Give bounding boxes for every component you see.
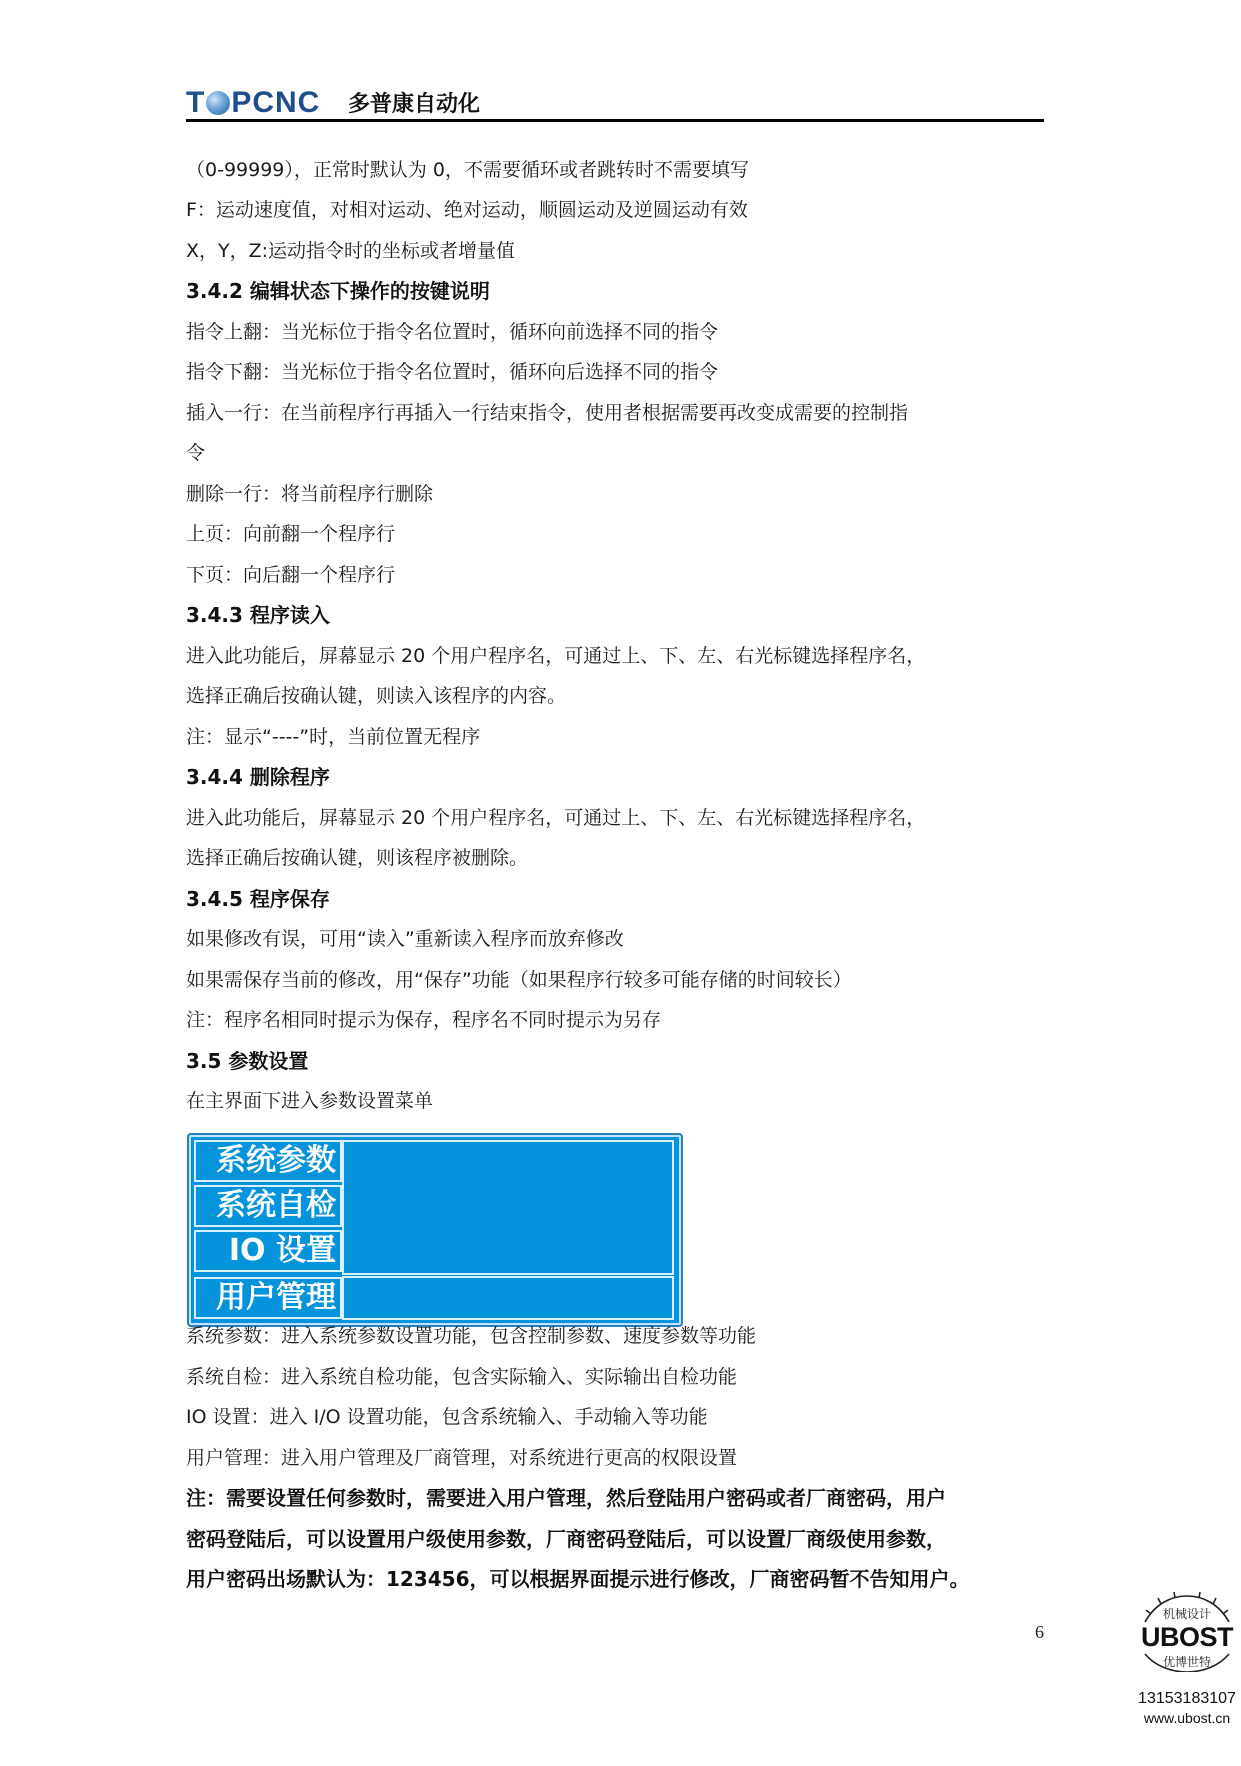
page-header (186, 86, 1048, 122)
body-line: 如果需保存当前的修改，用“保存”功能（如果程序行较多可能存储的时间较长） (186, 969, 852, 991)
watermark-url: www.ubost.cn (1143, 1710, 1231, 1726)
watermark-phone: 13153183107 (1138, 1690, 1236, 1707)
menu-item-system-self-check[interactable]: 系统自检 (194, 1185, 342, 1227)
body-line: 如果修改有误，可用“读入”重新读入程序而放弃修改 (186, 928, 624, 950)
body-line: 删除一行：将当前程序行删除 (186, 483, 434, 505)
body-line: 令 (186, 442, 206, 464)
section-heading-3-4-4: 3.4.4 删除程序 (186, 765, 330, 789)
globe-icon (206, 91, 230, 115)
body-line: 指令上翻：当光标位于指令名位置时，循环向前选择不同的指令 (186, 321, 719, 343)
param-settings-menu-panel (187, 1133, 683, 1327)
body-line: 插入一行：在当前程序行再插入一行结束指令，使用者根据需要再改变成需要的控制指 (186, 402, 909, 424)
body-line: 指令下翻：当光标位于指令名位置时，循环向后选择不同的指令 (186, 361, 719, 383)
page-number: 6 (1035, 1622, 1044, 1642)
menu-item-user-management[interactable]: 用户管理 (194, 1277, 342, 1319)
watermark-top-text: 机械设计 (1162, 1607, 1212, 1621)
header-rule (186, 119, 1044, 122)
section-heading-3-4-3: 3.4.3 程序读入 (186, 603, 330, 627)
body-line: 系统自检：进入系统自检功能，包含实际输入、实际输出自检功能 (186, 1366, 738, 1388)
note-line: 密码登陆后，可以设置用户级使用参数，厂商密码登陆后，可以设置厂商级使用参数， (186, 1527, 946, 1551)
body-line: 选择正确后按确认键，则读入该程序的内容。 (186, 685, 567, 707)
body-line: 注：程序名相同时提示为保存，程序名不同时提示为另存 (186, 1009, 662, 1031)
ubost-watermark (1133, 1592, 1241, 1732)
menu-item-system-params[interactable]: 系统参数 (194, 1140, 342, 1182)
section-heading-3-5: 3.5 参数设置 (186, 1049, 309, 1073)
body-line: 在主界面下进入参数设置菜单 (186, 1090, 434, 1112)
body-line: 进入此功能后，屏幕显示 20 个用户程序名，可通过上、下、左、右光标键选择程序名， (186, 645, 926, 667)
body-line: F：运动速度值，对相对运动、绝对运动，顺圆运动及逆圆运动有效 (186, 199, 748, 221)
menu-content-area-lower (342, 1276, 674, 1320)
body-line: 系统参数：进入系统参数设置功能，包含控制参数、速度参数等功能 (186, 1325, 757, 1347)
menu-item-io-settings[interactable]: IO 设置 (194, 1230, 342, 1272)
note-line: 注：需要设置任何参数时，需要进入用户管理，然后登陆用户密码或者厂商密码，用户 (186, 1486, 946, 1510)
watermark-bottom-text: 优博世特 (1162, 1655, 1212, 1669)
menu-content-area-upper (342, 1140, 674, 1275)
section-heading-3-4-2: 3.4.2 编辑状态下操作的按键说明 (186, 279, 490, 303)
body-line: 进入此功能后，屏幕显示 20 个用户程序名，可通过上、下、左、右光标键选择程序名， (186, 807, 926, 829)
note-line: 用户密码出场默认为：123456，可以根据界面提示进行修改，厂商密码暂不告知用户。 (186, 1567, 970, 1591)
body-line: （0-99999），正常时默认为 0，不需要循环或者跳转时不需要填写 (186, 159, 750, 181)
watermark-brand: UBOST (1133, 1624, 1241, 1650)
topcnc-logo (186, 88, 320, 118)
logo-letters-pcnc: PCNC (231, 86, 321, 119)
body-line: 下页：向后翻一个程序行 (186, 564, 396, 586)
company-name: 多普康自动化 (348, 92, 481, 117)
body-line: 上页：向前翻一个程序行 (186, 523, 396, 545)
logo-letter-t: T (186, 86, 206, 119)
body-line: IO 设置：进入 I/O 设置功能，包含系统输入、手动输入等功能 (186, 1406, 708, 1428)
section-heading-3-4-5: 3.4.5 程序保存 (186, 887, 330, 911)
body-line: X，Y，Z:运动指令时的坐标或者增量值 (186, 240, 516, 262)
body-line: 注：显示“----”时，当前位置无程序 (186, 726, 481, 748)
body-line: 选择正确后按确认键，则该程序被删除。 (186, 847, 529, 869)
body-line: 用户管理：进入用户管理及厂商管理，对系统进行更高的权限设置 (186, 1447, 738, 1469)
